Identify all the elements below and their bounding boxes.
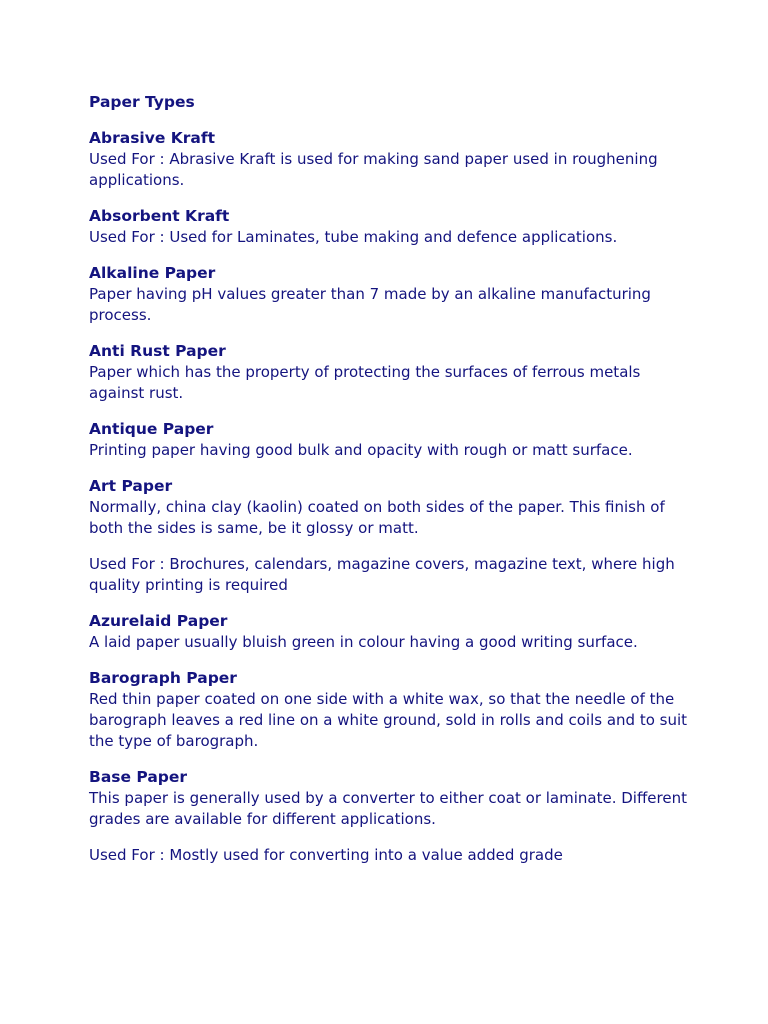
entry-paragraph: Normally, china clay (kaolin) coated on both sides of the paper. This finish of both the sides is same, be it glossy or matt. (89, 498, 665, 537)
entry-term: Base Paper (89, 768, 188, 786)
entry-paragraph: Paper which has the property of protecting the surfaces of ferrous metals against rust. (89, 363, 641, 402)
entry-abrasive-kraft (89, 128, 689, 191)
entry-paragraph: Used For : Abrasive Kraft is used for making sand paper used in roughening applications. (89, 150, 658, 189)
entry-term: Barograph Paper (89, 669, 237, 687)
entry-antique-paper (89, 419, 689, 461)
entry-paragraph: Printing paper having good bulk and opacity with rough or matt surface. (89, 441, 633, 459)
document-page (89, 92, 689, 881)
entry-paragraph: Used For : Brochures, calendars, magazine covers, magazine text, where high quality printing is required (89, 555, 675, 594)
entry-azurelaid-paper (89, 611, 689, 653)
entry-absorbent-kraft (89, 206, 689, 248)
entry-anti-rust-paper (89, 341, 689, 404)
entry-barograph-paper (89, 668, 689, 752)
entry-term: Azurelaid Paper (89, 612, 228, 630)
entry-term: Alkaline Paper (89, 264, 216, 282)
entry-term: Abrasive Kraft (89, 129, 216, 147)
entry-paragraph: Paper having pH values greater than 7 made by an alkaline manufacturing process. (89, 285, 651, 324)
entry-term: Absorbent Kraft (89, 207, 230, 225)
entry-alkaline-paper (89, 263, 689, 326)
entry-base-paper (89, 767, 689, 866)
entry-term: Antique Paper (89, 420, 214, 438)
entry-paragraph: This paper is generally used by a converter to either coat or laminate. Different grades are available for different applications. (89, 789, 687, 828)
entry-paragraph: A laid paper usually bluish green in colour having a good writing surface. (89, 633, 638, 651)
page-title: Paper Types (89, 93, 195, 111)
entry-paragraph: Used For : Mostly used for converting into a value added grade (89, 846, 563, 864)
entry-paragraph: Used For : Used for Laminates, tube making and defence applications. (89, 228, 618, 246)
entry-term: Art Paper (89, 477, 173, 495)
entry-term: Anti Rust Paper (89, 342, 226, 360)
entry-art-paper (89, 476, 689, 596)
entry-paragraph: Red thin paper coated on one side with a white wax, so that the needle of the barograph leaves a red line on a white ground, sold in rolls and coils and to suit the type of barograph. (89, 690, 688, 750)
